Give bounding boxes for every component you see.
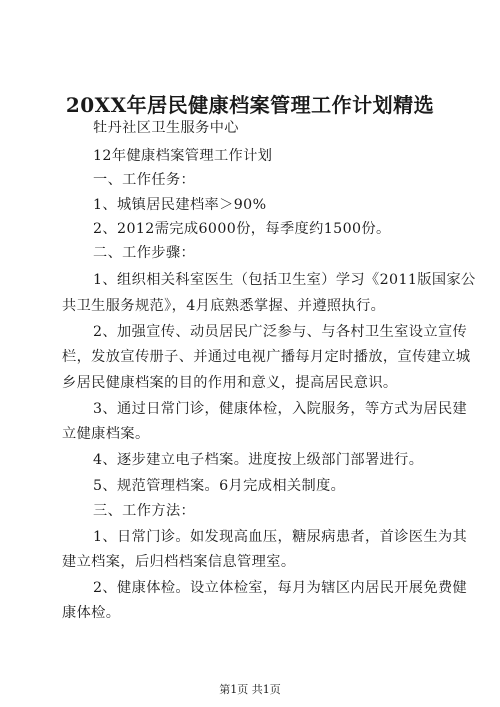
body-line: 1、城镇居民建档率＞90%	[93, 197, 267, 213]
body-line: 立健康档案。	[62, 426, 150, 442]
body-line: 3、通过日常门诊，健康体检，入院服务，等方式为居民建	[93, 401, 468, 417]
body-line: 共卫生服务规范》，4月底熟悉掌握、并遵照执行。	[62, 298, 386, 314]
body-line: 乡居民健康档案的目的作用和意义，提高居民意识。	[62, 375, 398, 391]
body-line: 康体检。	[62, 605, 121, 621]
organization-line: 牡丹社区卫生服务中心	[93, 120, 239, 136]
body-line: 栏，发放宣传册子、并通过电视广播每月定时播放，宣传建立城	[62, 349, 471, 365]
section-heading-tasks: 一、工作任务：	[93, 172, 196, 188]
document-title: 20XX年居民健康档案管理工作计划精选	[65, 93, 435, 117]
page-footer: 第1页 共1页	[219, 683, 281, 696]
section-heading-methods: 三、工作方法：	[93, 503, 196, 519]
body-line: 1、日常门诊。如发现高血压，糖尿病患者，首诊医生为其	[93, 529, 468, 545]
body-line: 1、组织相关科室医生（包括卫生室）学习《2011版国家公	[93, 272, 476, 288]
plan-subtitle-line: 12年健康档案管理工作计划	[93, 148, 273, 164]
body-line: 2、健康体检。设立体检室，每月为辖区内居民开展免费健	[93, 580, 468, 596]
body-line: 4、逐步建立电子档案。进度按上级部门部署进行。	[93, 452, 424, 468]
body-line: 5、规范管理档案。6月完成相关制度。	[93, 478, 346, 494]
section-heading-steps: 二、工作步骤：	[93, 245, 196, 261]
body-line: 2、2012需完成6000份，每季度约1500份。	[93, 221, 391, 237]
body-line: 建立档案，后归档档案信息管理室。	[62, 554, 296, 570]
body-line: 2、加强宣传、动员居民广泛参与、与各村卫生室设立宣传	[93, 324, 468, 340]
